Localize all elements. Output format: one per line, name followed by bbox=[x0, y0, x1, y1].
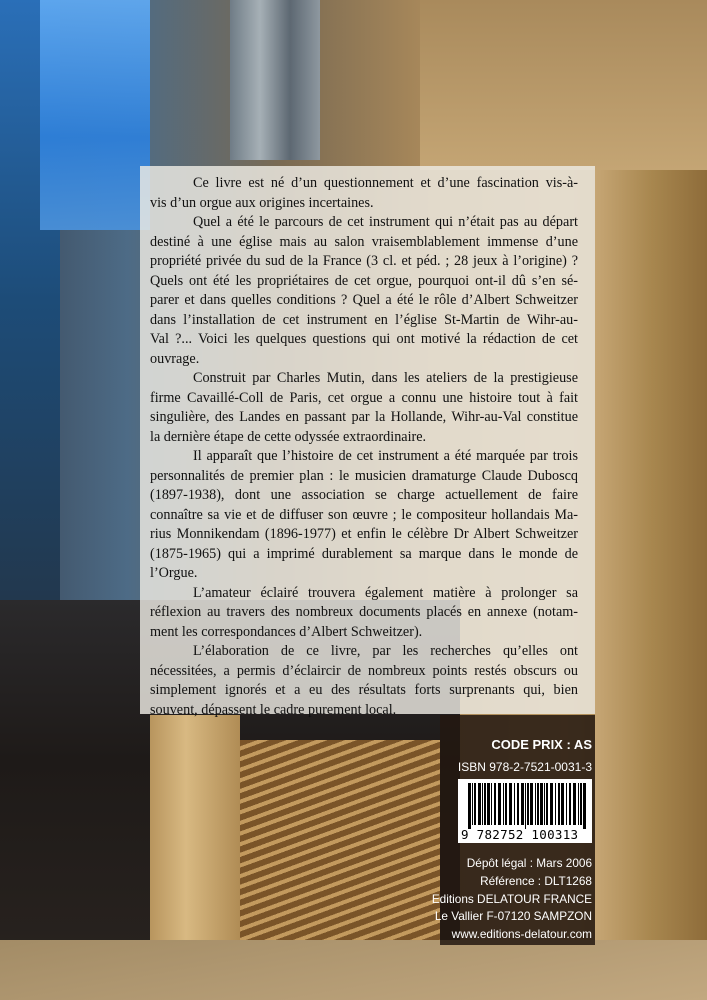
text-line: connaître sa vie et de diffuser son œuvre ; le compositeur hollandais Ma- bbox=[150, 506, 578, 523]
barcode-bar bbox=[540, 783, 543, 825]
barcode-bar bbox=[491, 783, 492, 825]
barcode-bar bbox=[514, 783, 515, 825]
barcode-bar bbox=[537, 783, 539, 825]
text-line: Construit par Charles Mutin, dans les ateliers de la prestigieuse bbox=[193, 370, 578, 386]
barcode-bars bbox=[458, 779, 592, 829]
text-line: (1897-1938), dont une association se charge actuellement de faire bbox=[150, 487, 578, 503]
publisher-name: Editions DELATOUR FRANCE bbox=[431, 891, 592, 906]
text-line: parer et dans quelles conditions ? Quel a été le rôle d’Albert Schweitzer bbox=[150, 292, 578, 308]
text-line: la dernière étape de cette odyssée extraordinaire. bbox=[150, 428, 427, 445]
text-line: dans l’installation de cet instrument en l’église St-Martin de Wihr-au- bbox=[150, 311, 578, 328]
paragraph bbox=[150, 369, 578, 447]
background-organ-keyboards bbox=[240, 740, 440, 940]
barcode-bar bbox=[474, 783, 476, 825]
background-wood-panel bbox=[420, 0, 707, 170]
barcode-bar bbox=[569, 783, 571, 825]
text-line: Ce livre est né d’un questionnement et d’une fascination vis-à- bbox=[193, 175, 578, 191]
publisher-address: Le Vallier F-07120 SAMPZON bbox=[434, 909, 592, 924]
background-organ-pipes bbox=[230, 0, 320, 160]
barcode-bar bbox=[535, 783, 536, 825]
background-bench bbox=[0, 940, 707, 1000]
text-line: personnalités de premier plan : le musicien dramaturge Claude Duboscq bbox=[150, 467, 578, 484]
isbn: ISBN 978-2-7521-0031-3 bbox=[457, 760, 592, 774]
text-line: (1875-1965) qui a imprimé durablement sa marque dans le monde de bbox=[150, 545, 578, 562]
barcode-bar bbox=[482, 783, 483, 825]
barcode-bar bbox=[527, 783, 529, 825]
price-isbn-block bbox=[458, 737, 592, 775]
text-line: singulière, des Landes en passant par la Hollande, Wihr-au-Val constitue bbox=[150, 409, 578, 425]
barcode-bar bbox=[546, 783, 548, 825]
background-stained-window bbox=[40, 0, 150, 230]
text-line: Val ?... Voici les quelques questions qui ont motivé la rédaction de cet bbox=[150, 331, 578, 347]
price-code: CODE PRIX : AS bbox=[491, 737, 592, 752]
legal-deposit: Dépôt légal : Mars 2006 bbox=[466, 856, 592, 870]
text-line: L’élaboration de ce livre, par les recherches qu’elles ont bbox=[193, 643, 578, 659]
paragraph bbox=[150, 174, 578, 213]
barcode-bar bbox=[505, 783, 507, 825]
text-line: L’amateur éclairé trouvera également matière à prolonger sa bbox=[193, 584, 578, 601]
barcode-bar bbox=[472, 783, 473, 825]
barcode-bar bbox=[580, 783, 582, 825]
barcode-bar bbox=[555, 783, 556, 825]
paragraph bbox=[150, 584, 578, 643]
text-line: Il apparaît que l’histoire de cet instrument a été marquée par trois bbox=[193, 448, 578, 464]
text-line: simplement ignorés et a eu des résultats forts surprenants qui, bien bbox=[150, 682, 578, 698]
barcode-bar bbox=[566, 783, 567, 825]
barcode-bar bbox=[498, 783, 501, 825]
barcode bbox=[458, 779, 592, 843]
text-line: réflexion au travers des nombreux documents placés en annexe (notam- bbox=[150, 604, 578, 620]
barcode-number: 9 782752 100313 bbox=[461, 827, 579, 842]
text-line: ment les correspondances d’Albert Schweitzer). bbox=[150, 623, 423, 640]
paragraph bbox=[150, 213, 578, 369]
text-line: vis d’un orgue aux origines incertaines. bbox=[150, 194, 374, 211]
barcode-bar bbox=[509, 783, 512, 825]
text-line: destiné à une église mais au salon vraisemblablement immense d’une bbox=[150, 233, 578, 250]
barcode-bar bbox=[484, 783, 486, 825]
text-line: souvent, dépassent le cadre purement local. bbox=[150, 701, 397, 718]
barcode-bar bbox=[521, 783, 524, 825]
background-wood-side bbox=[595, 170, 707, 1000]
barcode-bar bbox=[583, 783, 586, 829]
blurb-text bbox=[150, 174, 578, 720]
barcode-bar bbox=[578, 783, 579, 825]
reference: Référence : DLT1268 bbox=[480, 873, 592, 888]
barcode-bar bbox=[517, 783, 519, 825]
paragraph bbox=[150, 447, 578, 584]
barcode-bar bbox=[558, 783, 560, 825]
barcode-bar bbox=[478, 783, 481, 825]
text-line: Quel a été le parcours de cet instrument qui n’était pas au départ bbox=[193, 214, 578, 230]
barcode-bar bbox=[550, 783, 553, 825]
text-line: propriété privée du sud de la France (3 cl. et péd. ; 28 jeux à l’origine) ? bbox=[150, 253, 578, 269]
publisher-block bbox=[432, 855, 592, 944]
text-line: ouvrage. bbox=[150, 350, 200, 367]
barcode-bar bbox=[525, 783, 526, 829]
text-line: l’Orgue. bbox=[150, 565, 198, 581]
barcode-bar bbox=[494, 783, 496, 825]
publisher-website[interactable]: www.editions-delatour.com bbox=[451, 927, 592, 942]
barcode-bar bbox=[544, 783, 545, 825]
barcode-bar bbox=[503, 783, 504, 825]
text-line: Quels ont été les propriétaires de cet orgue, pourquoi ont-il dû s’en sé- bbox=[150, 272, 578, 289]
barcode-bar bbox=[468, 783, 471, 829]
text-line: rius Monnikendam (1896-1977) et enfin le célèbre Dr Albert Schweitzer bbox=[150, 526, 578, 542]
text-line: nécessitées, a permis d’éclaircir de nombreux points restés obscurs ou bbox=[150, 662, 578, 679]
barcode-bar bbox=[573, 783, 576, 825]
barcode-bar bbox=[487, 783, 490, 825]
barcode-bar bbox=[530, 783, 533, 825]
paragraph bbox=[150, 642, 578, 720]
barcode-bar bbox=[561, 783, 564, 825]
text-line: firme Cavaillé-Coll de Paris, cet orgue a connu une histoire tout à fait bbox=[150, 389, 578, 406]
